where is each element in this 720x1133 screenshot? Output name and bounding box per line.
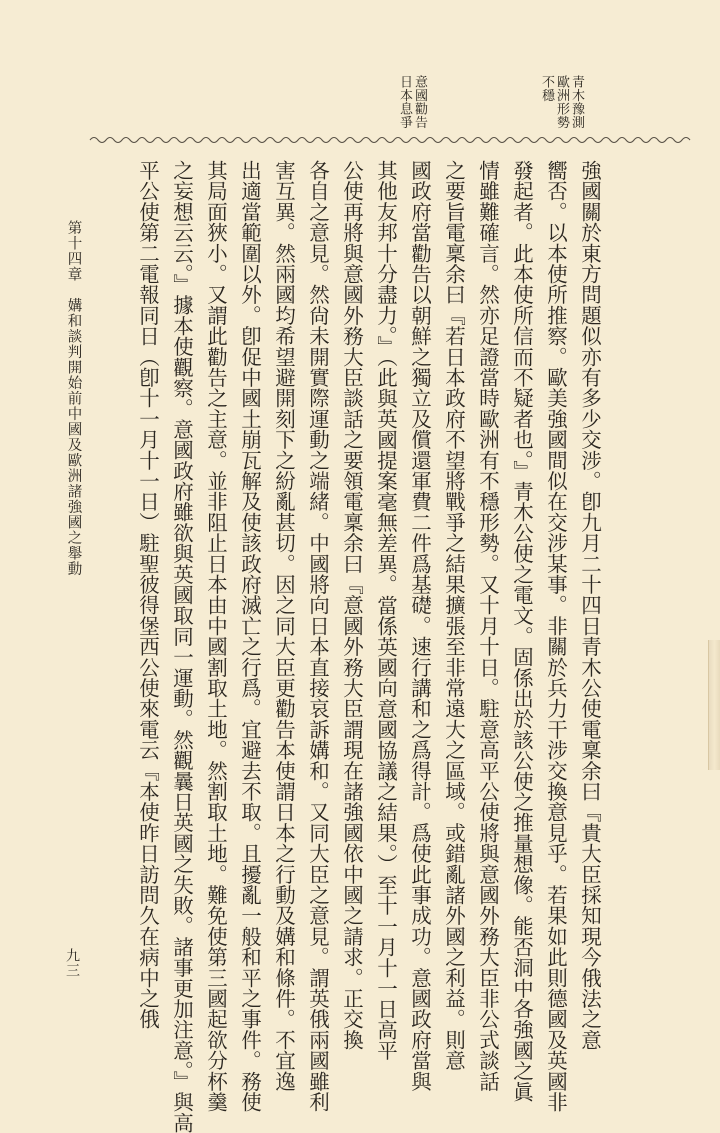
text-line-8: 公使再將與意國外務大臣談話之要領電稟余曰『意國外務大臣謂現在諸強國依中國之請求。正交換 (339, 160, 364, 1051)
text-line-10: 害互異。然兩國均希望避開刻下之紛亂甚切。因之同大臣更勸告本使謂日本之行動及媾和條件。不宜逸 (271, 160, 296, 1092)
text-line-1: 強國關於東方問題似亦有多少交涉。卽九月二十四日青木公使電稟余曰『貴大臣採知現今俄法之意 (577, 160, 602, 1051)
text-line-13: 之妄想云云。』據本使觀察。意國政府雖欲與英國取同一運動。然觀曩日英國之失敗。諸事更加注意。』與高 (169, 160, 194, 1133)
text-line-14: 平公使第二電報同日（卽十一月十一日）駐聖彼得堡西公使來電云『本使昨日訪問久在病中之俄 (135, 160, 160, 1030)
text-line-7: 其他友邦十分盡力。』（此與英國提案毫無差異。當係英國向意國協議之結果。）至十一月十一日高平 (373, 160, 398, 1061)
text-line-5: 之要旨電稟余曰『若日本政府不望將戰爭之結果擴張至非常遠大之區域。或錯亂諸外國之利益。則意 (441, 160, 466, 1071)
side-note-4: 意國勸告 (412, 75, 427, 129)
side-note-5: 日本息爭 (397, 75, 412, 129)
text-line-11: 出適當範圍以外。卽促中國土崩瓦解及使該政府滅亡之行爲。宜避去不取。且擾亂一般和平之事件。務使 (237, 160, 262, 1113)
text-line-2: 嚮否。以本使所推察。歐美強國間似在交涉某事。非關於兵力干涉交換意見乎。若果如此則德國及英國非 (543, 160, 568, 1113)
text-line-3: 發起者。此本使所信而不疑者也。』青木公使之電文。固係出於該公使之推量想像。能否洞中各強國之眞 (509, 160, 534, 1102)
side-note-3: 不穩 (539, 75, 554, 102)
wavy-divider (90, 132, 690, 148)
text-line-6: 國政府當勸告以朝鮮之獨立及償還軍費二件爲基礎。速行講和之爲得計。爲使此事成功。意國政府當與 (407, 160, 432, 1092)
text-line-4: 情雖難確言。然亦足證當時歐洲有不穩形勢。又十月十日。駐意高平公使將與意國外務大臣非公式談話 (475, 160, 500, 1092)
text-line-12: 其局面狹小。又謂此勸告之主意。並非阻止日本由中國割取土地。然割取土地。難免使第三國起欲分杯羹 (203, 160, 228, 1113)
page-number: 九三 (64, 948, 80, 978)
chapter-running-title: 第十四章 媾和談判開始前中國及歐洲諸強國之舉動 (65, 220, 82, 577)
text-line-9: 各自之意見。然尙未開實際運動之端緒。中國將向日本直接哀訴媾和。又同大臣之意見。謂英俄兩國雖利 (305, 160, 330, 1113)
side-note-1: 青木豫測 (569, 75, 584, 129)
side-note-2: 歐洲形勢 (554, 75, 569, 129)
binding-edge (708, 640, 720, 770)
